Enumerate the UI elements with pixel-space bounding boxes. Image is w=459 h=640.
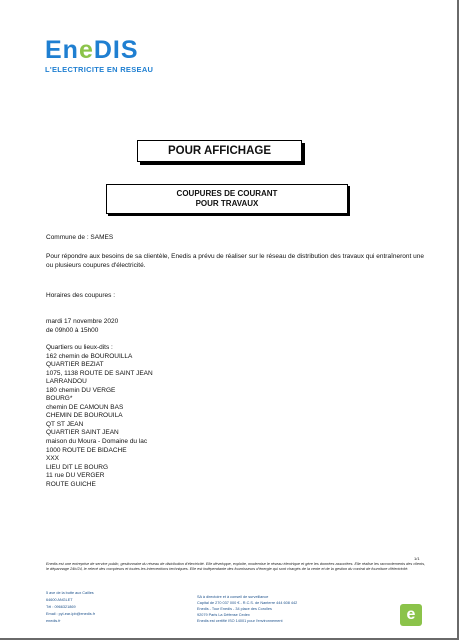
commune-line: Commune de : SAMES [46,234,114,241]
logo-wordmark-part: En [45,36,79,64]
enedis-small-logo-icon [400,604,422,626]
schedule-date: mardi 17 novembre 2020 [46,318,119,325]
location-item: QUARTIER SAINT JEAN [46,429,119,437]
location-item: ROUTE GUICHE [46,480,96,488]
schedule-time: de 09h00 à 15h00 [46,327,99,334]
footer-company-line: Enedis - Tour Enedis - 34 place des Corolles [197,607,272,611]
footer-address-right [197,594,297,624]
logo-wordmark-accent: e [78,36,94,64]
enedis-logo [45,38,153,74]
footer-email: Email : pyl-ear-lpb@enedis.fr [46,612,96,616]
location-item: LIEU DIT LE BOURG [46,463,109,471]
footer-phone: Tél : 0966321869 [46,605,76,609]
small-logo-glyph: e [406,606,416,623]
notice-title-box [137,140,302,162]
logo-wordmark [45,38,153,63]
notice-title: POUR AFFICHAGE [167,145,272,157]
notice-subtitle-box [106,184,348,214]
schedule-block [46,317,118,335]
footer-company-line: 92079 Paris La Défense Cedex [197,613,250,617]
location-item: BOURG* [46,395,73,403]
footer-address-left [46,590,95,625]
footer-company-line: Capital de 270 037 000 € - R.C.S. de Nanterre 444 608 442 [197,601,298,605]
locations-label: Quartiers ou lieux-dits : [46,344,113,351]
intro-paragraph: Pour répondre aux besoins de sa clientèle, Enedis a prévu de réaliser sur le réseau de distribution des travaux qui entraîneront une ou plusieurs coupures d'électricité. [46,253,424,269]
schedule-label: Horaires des coupures : [46,292,116,299]
footer-company-line: SA à directoire et à conseil de surveillance [197,595,269,599]
location-item: 162 chemin de BOUROUILLA [46,352,133,360]
location-item: 11 rue DU VERGER [46,472,105,480]
notice-subtitle-line1: COUPURES DE COURANT [176,189,278,198]
locations-block [46,344,153,489]
location-item: maison du Moura - Domaine du lac [46,438,148,446]
notice-subtitle-line2: POUR TRAVAUX [195,199,259,208]
footer-address-line: 5 ave de la butte aux Cailles [46,591,94,595]
page-number: 1/1 [414,556,420,561]
location-item: QUARTIER BEZIAT [46,361,104,369]
location-item: XXX [46,455,60,463]
location-item: LARRANDOU [46,378,87,386]
location-item: 1000 ROUTE DE BIDACHE [46,446,127,454]
footer-address-line: 64600 ANGLET [46,598,73,602]
location-item: chemin DE CAMOUN BAS [46,403,124,411]
logo-tagline: L'ELECTRICITE EN RESEAU [45,65,154,74]
logo-wordmark-part: DIS [93,36,139,64]
footer-website: enedis.fr [46,619,61,623]
location-item: CHEMIN DE BOUROUILA [46,412,123,420]
footer-company-line: Enedis est certifié ISO 14001 pour l'environnement [197,619,283,623]
legal-notice: Enedis est une entreprise de service public, gestionnaire du réseau de distribution d'électricité. Elle développe, exploite, modernise le réseau électrique et gère les données associées. Elle réalise les raccordements des clients, le dépannage 24h/24, le relevé des compteurs et toutes les interventions techniques. Elle est indépendante des fournisseurs d'énergie qui sont chargés de la vente et de la gestion du contrat de fourniture d'électricité. [46,562,426,571]
location-item: QT ST JEAN [46,420,84,428]
location-item: 180 chemin DU VERGE [46,386,116,394]
location-item: 1075, 1138 ROUTE DE SAINT JEAN [46,369,153,377]
